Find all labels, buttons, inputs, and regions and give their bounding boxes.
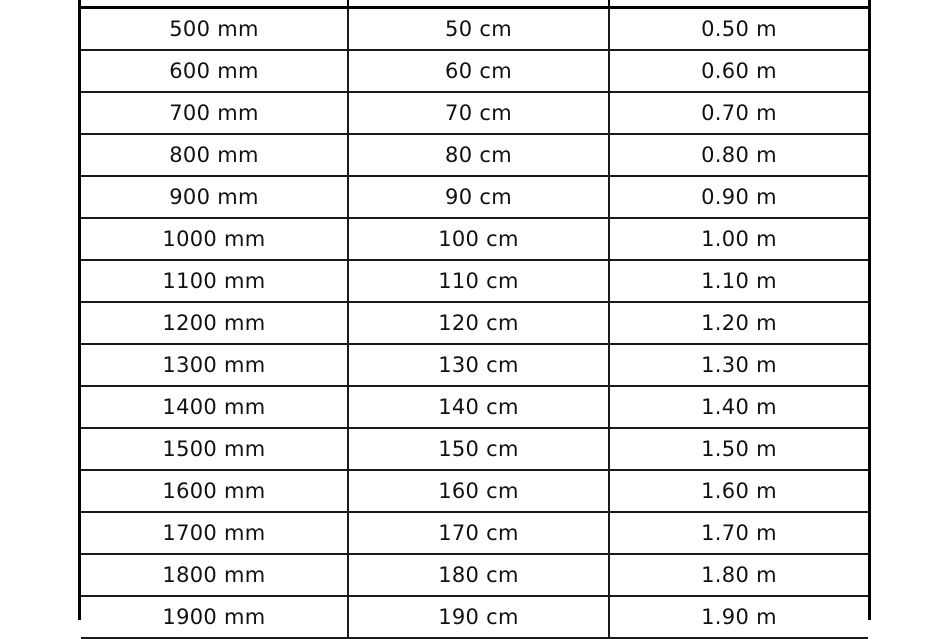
- table-row: [81, 218, 868, 260]
- m-cell: 1.20 m: [609, 302, 868, 344]
- cm-cell: 190 cm: [348, 596, 609, 638]
- table-row: [81, 344, 868, 386]
- mm-cell: 500 mm: [81, 9, 348, 50]
- mm-cell: 900 mm: [81, 176, 348, 218]
- cm-cell: 140 cm: [348, 386, 609, 428]
- mm-cell: 1800 mm: [81, 554, 348, 596]
- mm-cell: 1300 mm: [81, 344, 348, 386]
- cm-cell: 160 cm: [348, 470, 609, 512]
- mm-cell: 1700 mm: [81, 512, 348, 554]
- m-cell: 0.70 m: [609, 92, 868, 134]
- conversion-sheet: [78, 0, 871, 629]
- cm-cell: 180 cm: [348, 554, 609, 596]
- conversion-table: [81, 9, 868, 639]
- m-cell: 1.90 m: [609, 596, 868, 638]
- header-divider: [347, 0, 349, 9]
- cm-cell: 150 cm: [348, 428, 609, 470]
- table-row: [81, 596, 868, 638]
- mm-cell: 1100 mm: [81, 260, 348, 302]
- table-row: [81, 134, 868, 176]
- table-row: [81, 386, 868, 428]
- cm-cell: 100 cm: [348, 218, 609, 260]
- table-row: [81, 50, 868, 92]
- cm-cell: 130 cm: [348, 344, 609, 386]
- mm-cell: 1400 mm: [81, 386, 348, 428]
- mm-cell: 600 mm: [81, 50, 348, 92]
- table-row: [81, 302, 868, 344]
- mm-cell: 1000 mm: [81, 218, 348, 260]
- cm-cell: 120 cm: [348, 302, 609, 344]
- m-cell: 1.60 m: [609, 470, 868, 512]
- table-header-strip: [81, 0, 868, 9]
- table-row: [81, 470, 868, 512]
- m-cell: 1.50 m: [609, 428, 868, 470]
- header-divider: [608, 0, 610, 9]
- mm-cell: 1600 mm: [81, 470, 348, 512]
- m-cell: 0.50 m: [609, 9, 868, 50]
- m-cell: 0.90 m: [609, 176, 868, 218]
- mm-cell: 1900 mm: [81, 596, 348, 638]
- m-cell: 1.70 m: [609, 512, 868, 554]
- table-row: [81, 512, 868, 554]
- table-row: [81, 260, 868, 302]
- cm-cell: 90 cm: [348, 176, 609, 218]
- table-row: [81, 92, 868, 134]
- cm-cell: 50 cm: [348, 9, 609, 50]
- mm-cell: 700 mm: [81, 92, 348, 134]
- table-row: [81, 176, 868, 218]
- cm-cell: 80 cm: [348, 134, 609, 176]
- table-row: [81, 554, 868, 596]
- m-cell: 0.60 m: [609, 50, 868, 92]
- m-cell: 1.40 m: [609, 386, 868, 428]
- table-row: [81, 9, 868, 50]
- cm-cell: 70 cm: [348, 92, 609, 134]
- m-cell: 1.30 m: [609, 344, 868, 386]
- mm-cell: 800 mm: [81, 134, 348, 176]
- mm-cell: 1500 mm: [81, 428, 348, 470]
- m-cell: 1.10 m: [609, 260, 868, 302]
- mm-cell: 1200 mm: [81, 302, 348, 344]
- m-cell: 1.00 m: [609, 218, 868, 260]
- cm-cell: 110 cm: [348, 260, 609, 302]
- table-row: [81, 428, 868, 470]
- m-cell: 0.80 m: [609, 134, 868, 176]
- cm-cell: 60 cm: [348, 50, 609, 92]
- m-cell: 1.80 m: [609, 554, 868, 596]
- cm-cell: 170 cm: [348, 512, 609, 554]
